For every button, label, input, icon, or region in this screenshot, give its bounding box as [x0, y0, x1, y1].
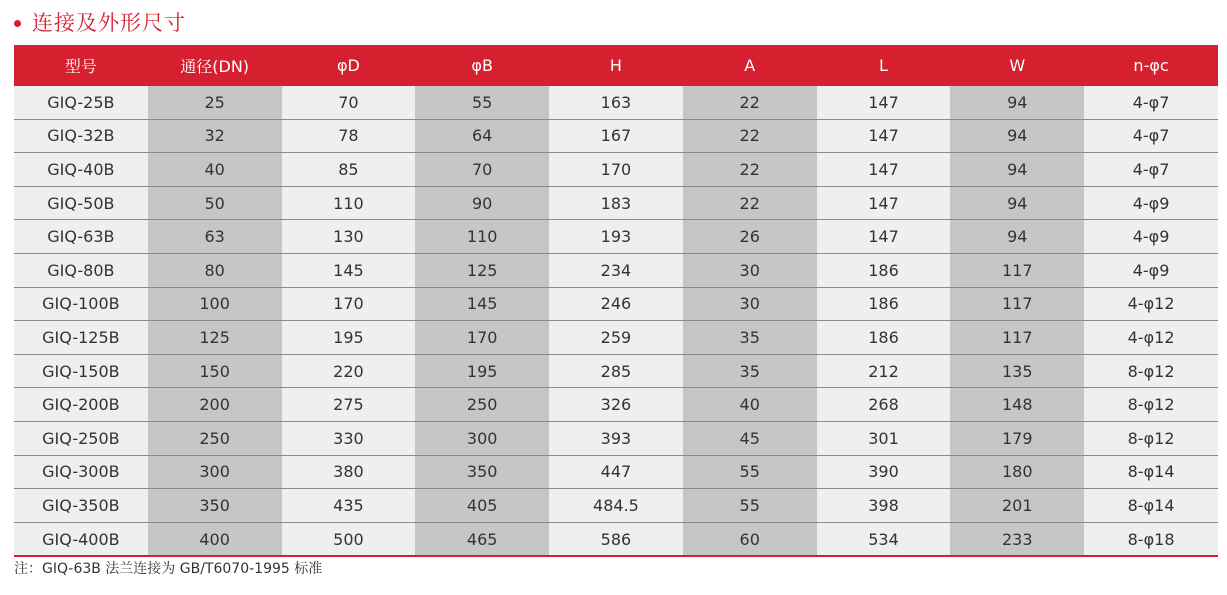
table-cell: 285	[549, 354, 683, 388]
table-cell: 8-φ12	[1084, 354, 1218, 388]
table-cell: 117	[950, 287, 1084, 321]
table-cell: 117	[950, 321, 1084, 355]
table-cell: 326	[549, 388, 683, 422]
table-cell: 147	[817, 220, 951, 254]
table-row	[14, 220, 1218, 254]
table-cell: 94	[950, 86, 1084, 119]
table-cell: 8-φ18	[1084, 522, 1218, 556]
table-cell: 94	[950, 153, 1084, 187]
table-cell: 90	[415, 186, 549, 220]
table-cell: 40	[148, 153, 282, 187]
table-cell: 405	[415, 489, 549, 523]
table-cell: 8-φ14	[1084, 455, 1218, 489]
header-model: 型号	[14, 45, 148, 86]
header-bolt-holes: n-φc	[1084, 45, 1218, 86]
table-cell: 35	[683, 354, 817, 388]
table-cell: 186	[817, 321, 951, 355]
table-cell: GIQ-40B	[14, 153, 148, 187]
table-cell: 484.5	[549, 489, 683, 523]
table-cell: 25	[148, 86, 282, 119]
table-cell: GIQ-50B	[14, 186, 148, 220]
table-cell: 40	[683, 388, 817, 422]
table-cell: 110	[415, 220, 549, 254]
table-cell: 4-φ12	[1084, 287, 1218, 321]
table-cell: 8-φ14	[1084, 489, 1218, 523]
table-row	[14, 455, 1218, 489]
table-cell: 195	[415, 354, 549, 388]
table-cell: 259	[549, 321, 683, 355]
table-cell: GIQ-32B	[14, 119, 148, 153]
table-row	[14, 153, 1218, 187]
table-cell: 64	[415, 119, 549, 153]
table-cell: 32	[148, 119, 282, 153]
table-cell: 250	[415, 388, 549, 422]
table-cell: 60	[683, 522, 817, 556]
table-cell: 201	[950, 489, 1084, 523]
table-cell: 117	[950, 253, 1084, 287]
table-cell: 500	[282, 522, 416, 556]
table-cell: 170	[415, 321, 549, 355]
table-cell: 170	[282, 287, 416, 321]
table-cell: 167	[549, 119, 683, 153]
table-cell: 4-φ9	[1084, 220, 1218, 254]
table-cell: 180	[950, 455, 1084, 489]
table-row	[14, 388, 1218, 422]
header-a: A	[683, 45, 817, 86]
table-cell: 4-φ9	[1084, 186, 1218, 220]
table-cell: 4-φ7	[1084, 153, 1218, 187]
table-cell: 55	[683, 489, 817, 523]
table-cell: 233	[950, 522, 1084, 556]
table-cell: 80	[148, 253, 282, 287]
table-cell: GIQ-63B	[14, 220, 148, 254]
table-cell: 212	[817, 354, 951, 388]
table-cell: GIQ-150B	[14, 354, 148, 388]
footnote: 注：GIQ-63B 法兰连接为 GB/T6070-1995 标准	[14, 561, 323, 577]
table-cell: 400	[148, 522, 282, 556]
table-cell: 147	[817, 186, 951, 220]
table-cell: 94	[950, 119, 1084, 153]
table-cell: 70	[282, 86, 416, 119]
table-cell: GIQ-400B	[14, 522, 148, 556]
table-cell: GIQ-300B	[14, 455, 148, 489]
table-cell: 275	[282, 388, 416, 422]
table-cell: 586	[549, 522, 683, 556]
table-cell: 8-φ12	[1084, 388, 1218, 422]
table-cell: GIQ-100B	[14, 287, 148, 321]
table-cell: GIQ-200B	[14, 388, 148, 422]
table-cell: 350	[415, 455, 549, 489]
table-cell: 186	[817, 253, 951, 287]
table-cell: 4-φ7	[1084, 86, 1218, 119]
table-cell: 147	[817, 119, 951, 153]
header-h: H	[549, 45, 683, 86]
table-cell: 55	[415, 86, 549, 119]
table-cell: 70	[415, 153, 549, 187]
table-cell: 301	[817, 421, 951, 455]
table-cell: 534	[817, 522, 951, 556]
table-cell: 125	[415, 253, 549, 287]
table-cell: 148	[950, 388, 1084, 422]
table-cell: 35	[683, 321, 817, 355]
table-cell: 447	[549, 455, 683, 489]
table-cell: 145	[282, 253, 416, 287]
table-cell: 94	[950, 220, 1084, 254]
table-cell: 234	[549, 253, 683, 287]
table-cell: 200	[148, 388, 282, 422]
table-cell: 163	[549, 86, 683, 119]
table-cell: 63	[148, 220, 282, 254]
table-cell: 268	[817, 388, 951, 422]
table-cell: 50	[148, 186, 282, 220]
header-phi-d: φD	[282, 45, 416, 86]
table-cell: 435	[282, 489, 416, 523]
table-header-row	[14, 45, 1218, 86]
table-cell: 170	[549, 153, 683, 187]
table-cell: GIQ-250B	[14, 421, 148, 455]
table-cell: 193	[549, 220, 683, 254]
bullet-dot-icon	[14, 20, 21, 27]
table-cell: 22	[683, 153, 817, 187]
table-cell: 145	[415, 287, 549, 321]
table-cell: 22	[683, 119, 817, 153]
table-row	[14, 86, 1218, 119]
dimension-table	[14, 45, 1218, 557]
table-cell: 300	[148, 455, 282, 489]
table-cell: 30	[683, 253, 817, 287]
table-cell: 398	[817, 489, 951, 523]
table-cell: 330	[282, 421, 416, 455]
table-cell: 393	[549, 421, 683, 455]
table-cell: 94	[950, 186, 1084, 220]
table-cell: GIQ-350B	[14, 489, 148, 523]
table-cell: 100	[148, 287, 282, 321]
header-phi-b: φB	[415, 45, 549, 86]
table-cell: 195	[282, 321, 416, 355]
table-cell: 4-φ12	[1084, 321, 1218, 355]
table-cell: 110	[282, 186, 416, 220]
table-cell: 30	[683, 287, 817, 321]
table-cell: GIQ-80B	[14, 253, 148, 287]
table-cell: 250	[148, 421, 282, 455]
header-dn: 通径(DN)	[148, 45, 282, 86]
table-row	[14, 186, 1218, 220]
table-row	[14, 489, 1218, 523]
table-cell: 150	[148, 354, 282, 388]
table-cell: 45	[683, 421, 817, 455]
table-cell: 8-φ12	[1084, 421, 1218, 455]
table-cell: 130	[282, 220, 416, 254]
table-row	[14, 253, 1218, 287]
table-cell: 186	[817, 287, 951, 321]
table-cell: 183	[549, 186, 683, 220]
table-cell: GIQ-25B	[14, 86, 148, 119]
table-row	[14, 354, 1218, 388]
header-w: W	[950, 45, 1084, 86]
table-cell: 4-φ9	[1084, 253, 1218, 287]
table-cell: 300	[415, 421, 549, 455]
header-l: L	[817, 45, 951, 86]
table-cell: 179	[950, 421, 1084, 455]
table-cell: 22	[683, 186, 817, 220]
table-cell: 125	[148, 321, 282, 355]
table-cell: 220	[282, 354, 416, 388]
table-cell: 135	[950, 354, 1084, 388]
table-row	[14, 522, 1218, 556]
section-title-text: 连接及外形尺寸	[32, 11, 186, 35]
table-row	[14, 287, 1218, 321]
table-cell: 380	[282, 455, 416, 489]
table-cell: 85	[282, 153, 416, 187]
table-cell: 350	[148, 489, 282, 523]
table-row	[14, 321, 1218, 355]
table-body	[14, 86, 1218, 556]
table-cell: 147	[817, 153, 951, 187]
table-cell: 55	[683, 455, 817, 489]
table-cell: 26	[683, 220, 817, 254]
table-cell: 22	[683, 86, 817, 119]
table-cell: 4-φ7	[1084, 119, 1218, 153]
table-cell: 246	[549, 287, 683, 321]
table-row	[14, 421, 1218, 455]
table-cell: 390	[817, 455, 951, 489]
table-cell: GIQ-125B	[14, 321, 148, 355]
table-cell: 147	[817, 86, 951, 119]
table-cell: 78	[282, 119, 416, 153]
table-cell: 465	[415, 522, 549, 556]
table-row	[14, 119, 1218, 153]
section-title	[14, 6, 186, 38]
